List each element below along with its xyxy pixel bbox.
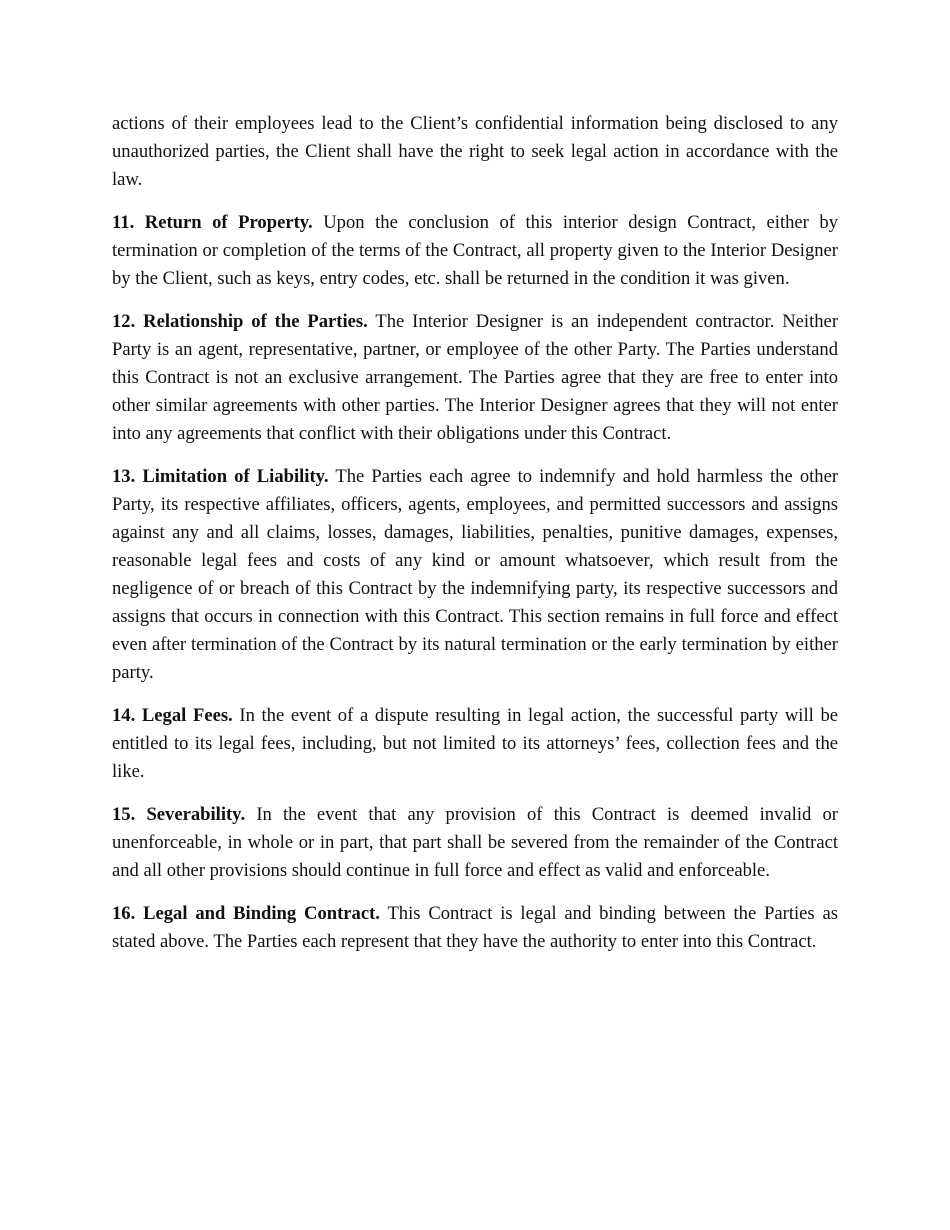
section-limitation-of-liability [112,463,838,687]
continuation-paragraph: actions of their employees lead to the Client’s confidential information being disclosed to any unauthorized parties, the Client shall have the right to seek legal action in accordance with the law. [112,113,838,190]
section-body: The Interior Designer is an independent contractor. Neither Party is an agent, representative, partner, or employee of the other Party. The Parties understand this Contract is not an exclusive arrangement. The Parties agree that they are free to enter into other similar agreements with other parties. The Interior Designer agrees that they will not enter into any agreements that conflict with their obligations under this Contract. [112,311,839,444]
section-body: In the event that any provision of this Contract is deemed invalid or unenforceable, in whole or in part, that part shall be severed from the remainder of the Contract and all other provisions should continue in full force and effect as valid and enforceable. [112,804,838,881]
section-body: Upon the conclusion of this interior design Contract, either by termination or completion of the terms of the Contract, all property given to the Interior Designer by the Client, such as keys, entry codes, etc. shall be returned in the condition it was given. [112,212,838,289]
section-legal-fees [112,702,838,786]
section-heading: 12. Relationship of the Parties. [112,311,368,332]
section-legal-and-binding-contract [112,900,838,956]
section-heading: 15. Severability. [112,804,246,825]
section-body: This Contract is legal and binding between the Parties as stated above. The Parties each represent that they have the authority to enter into this Contract. [112,903,838,952]
section-heading: 16. Legal and Binding Contract. [112,903,380,924]
section-return-of-property [112,209,838,293]
section-body: The Parties each agree to indemnify and hold harmless the other Party, its respective affiliates, officers, agents, employees, and permitted successors and assigns against any and all claims, losses, damages, liabilities, penalties, punitive damages, expenses, reasonable legal fees and costs of any kind or amount whatsoever, which result from the negligence of or breach of this Contract by the indemnifying party, its respective successors and assigns that occurs in connection with this Contract. This section remains in full force and effect even after termination of the Contract by its natural termination or the early termination by either party. [112,466,839,683]
section-heading: 14. Legal Fees. [112,705,233,726]
section-relationship-of-parties [112,308,838,448]
section-severability [112,801,838,885]
document-page [112,110,838,971]
section-heading: 11. Return of Property. [112,212,313,233]
section-heading: 13. Limitation of Liability. [112,466,329,487]
section-body: In the event of a dispute resulting in legal action, the successful party will be entitled to its legal fees, including, but not limited to its attorneys’ fees, collection fees and the like. [112,705,838,782]
